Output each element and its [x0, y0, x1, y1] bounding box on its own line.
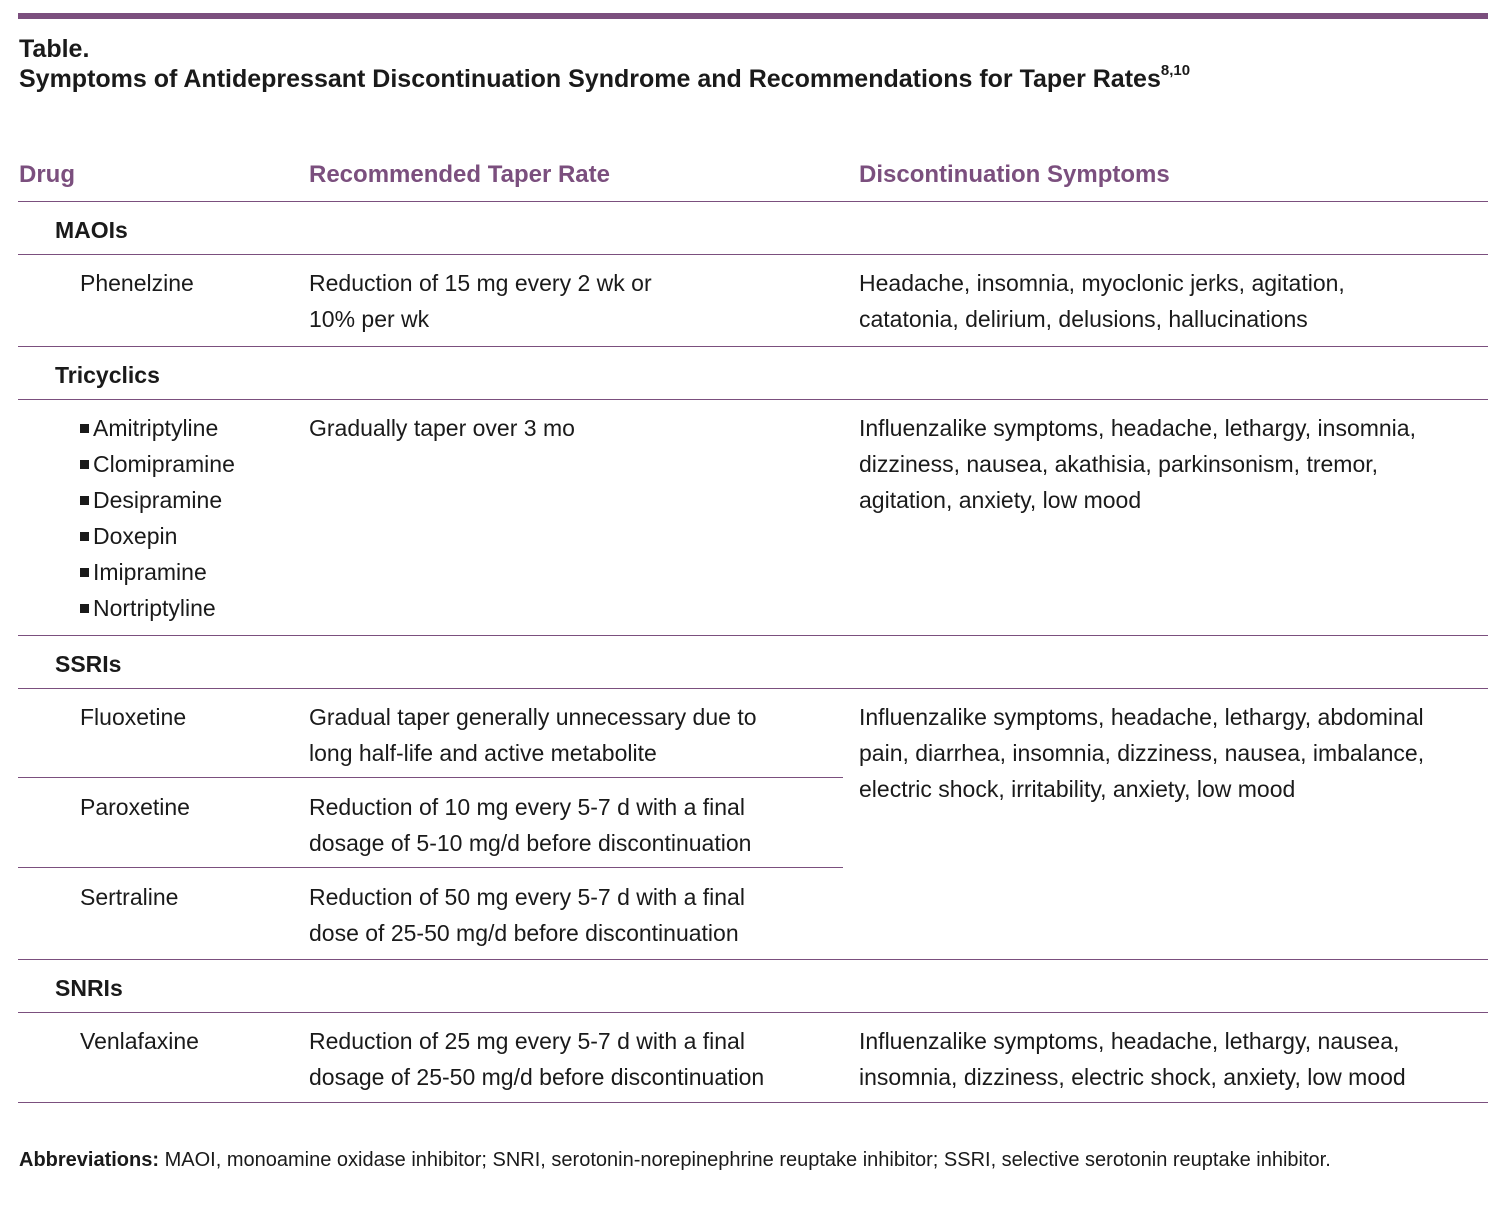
category-row-tricyclics: [18, 347, 1488, 400]
header-taper-rate: Recommended Taper Rate: [309, 161, 610, 188]
list-item: [80, 518, 235, 554]
taper-line: Gradual taper generally unnecessary due to: [309, 704, 757, 730]
drug-list: [80, 410, 235, 626]
taper-line: dosage of 25-50 mg/d before discontinuation: [309, 1064, 765, 1090]
table-heading: [19, 64, 1489, 94]
table-title: [19, 34, 1489, 94]
drug-name: Desipramine: [93, 487, 223, 513]
table-row-group-ssris: [18, 689, 1488, 960]
top-rule: [18, 13, 1488, 19]
taper-cell: [309, 879, 849, 951]
symptoms-line: dizziness, nausea, akathisia, parkinsonism, tremor,: [859, 451, 1379, 477]
category-row-maois: [18, 202, 1488, 255]
taper-line: 10% per wk: [309, 306, 430, 332]
row-divider: [18, 867, 843, 868]
category-label: SSRIs: [55, 651, 122, 677]
drug-name: Doxepin: [93, 523, 178, 549]
header-drug: Drug: [19, 161, 75, 188]
taper-cell: [309, 699, 849, 771]
header-symptoms: Discontinuation Symptoms: [859, 161, 1170, 188]
category-label: Tricyclics: [55, 362, 160, 388]
list-item: [80, 410, 235, 446]
taper-cell: [309, 1023, 849, 1095]
row-divider: [18, 777, 843, 778]
heading-refs: 8,10: [1160, 62, 1191, 79]
heading-text: Symptoms of Antidepressant Discontinuation Syndrome and Recommendations for Taper Rates: [19, 65, 1161, 93]
table-header: [18, 146, 1488, 202]
taper-line: long half-life and active metabolite: [309, 740, 657, 766]
category-row-snris: [18, 960, 1488, 1013]
symptoms-line: Influenzalike symptoms, headache, lethargy, nausea,: [859, 1028, 1400, 1054]
taper-line: Reduction of 25 mg every 5-7 d with a final: [309, 1028, 745, 1054]
list-item: [80, 446, 235, 482]
square-bullet-icon: [80, 568, 89, 577]
taper-cell: [309, 265, 849, 337]
drug-name: Clomipramine: [93, 451, 235, 477]
table-row-phenelzine: [18, 255, 1488, 347]
taper-line: dosage of 5-10 mg/d before discontinuation: [309, 830, 752, 856]
list-item: [80, 590, 235, 626]
symptoms-line: agitation, anxiety, low mood: [859, 487, 1142, 513]
taper-line: Reduction of 50 mg every 5-7 d with a final: [309, 884, 745, 910]
taper-cell: Gradually taper over 3 mo: [309, 415, 575, 441]
symptoms-cell: [859, 265, 1484, 337]
taper-cell: [309, 789, 849, 861]
symptoms-line: insomnia, dizziness, electric shock, anxiety, low mood: [859, 1064, 1406, 1090]
drug-name: Amitriptyline: [93, 415, 219, 441]
symptoms-line: catatonia, delirium, delusions, hallucinations: [859, 306, 1308, 332]
square-bullet-icon: [80, 532, 89, 541]
category-label: MAOIs: [55, 217, 128, 243]
taper-line: Reduction of 15 mg every 2 wk or: [309, 270, 652, 296]
drug-cell: Sertraline: [80, 884, 179, 910]
taper-table: [18, 146, 1488, 1103]
square-bullet-icon: [80, 496, 89, 505]
table-label: Table.: [19, 35, 90, 63]
symptoms-line: Headache, insomnia, myoclonic jerks, agitation,: [859, 270, 1345, 296]
table-row-venlafaxine: [18, 1013, 1488, 1103]
category-row-ssris: [18, 636, 1488, 689]
symptoms-line: Influenzalike symptoms, headache, lethargy, insomnia,: [859, 415, 1416, 441]
symptoms-line: Influenzalike symptoms, headache, lethargy, abdominal: [859, 704, 1424, 730]
drug-cell: Fluoxetine: [80, 704, 187, 730]
drug-cell: Phenelzine: [80, 270, 194, 296]
drug-cell: Paroxetine: [80, 794, 190, 820]
abbreviations-footnote: [19, 1145, 1459, 1175]
symptoms-cell: [859, 410, 1484, 518]
square-bullet-icon: [80, 460, 89, 469]
taper-line: Reduction of 10 mg every 5-7 d with a final: [309, 794, 745, 820]
category-label: SNRIs: [55, 975, 123, 1001]
list-item: [80, 482, 235, 518]
symptoms-cell: [859, 1023, 1484, 1095]
symptoms-line: electric shock, irritability, anxiety, low mood: [859, 776, 1296, 802]
taper-line: dose of 25-50 mg/d before discontinuation: [309, 920, 739, 946]
symptoms-cell: [859, 699, 1484, 807]
list-item: [80, 554, 235, 590]
square-bullet-icon: [80, 424, 89, 433]
table-row-tricyclics: [18, 400, 1488, 636]
symptoms-line: pain, diarrhea, insomnia, dizziness, nausea, imbalance,: [859, 740, 1425, 766]
drug-name: Imipramine: [93, 559, 207, 585]
drug-cell: Venlafaxine: [80, 1028, 199, 1054]
drug-name: Nortriptyline: [93, 595, 216, 621]
footnote-text: MAOI, monoamine oxidase inhibitor; SNRI, serotonin-norepinephrine reuptake inhibitor; SSRI, selective serotonin reuptake inhibitor.: [159, 1149, 1331, 1171]
square-bullet-icon: [80, 604, 89, 613]
footnote-label: Abbreviations:: [19, 1149, 160, 1171]
